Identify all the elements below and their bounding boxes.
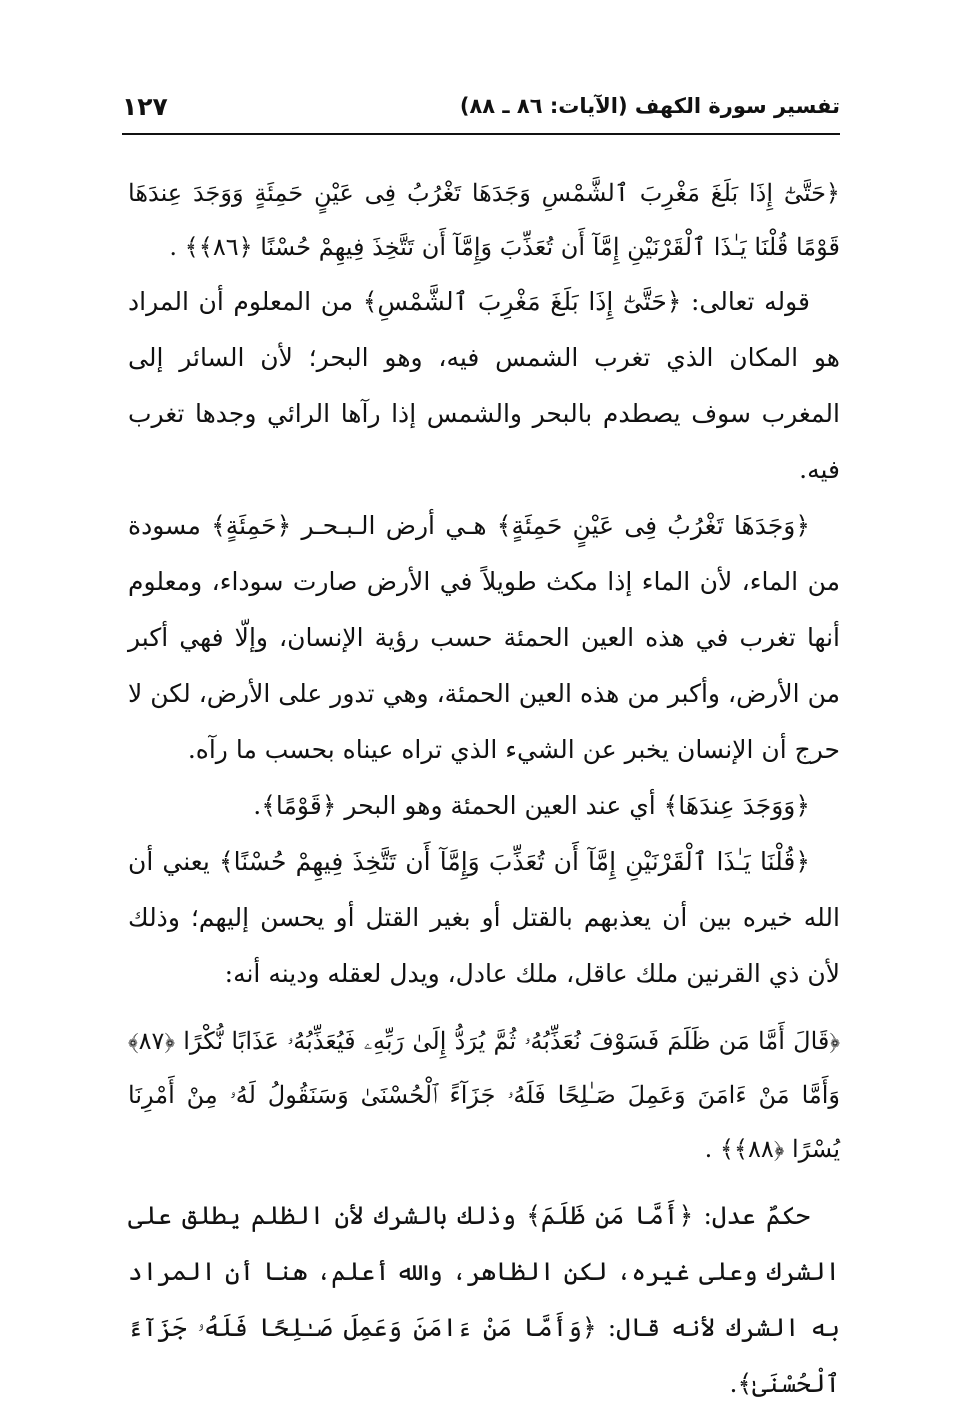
page-body bbox=[128, 166, 840, 1412]
paragraph-spacer bbox=[128, 1002, 840, 1014]
running-header bbox=[122, 92, 840, 132]
running-title: تفسير سورة الكهف (الآيات: ٨٦ ـ ٨٨) bbox=[459, 94, 840, 118]
commentary-paragraph: ﴿قُلْنَا يَـٰذَا ٱلْقَرْنَيْنِ إِمَّآ أَن تُعَذِّبَ وَإِمَّآ أَن تَتَّخِذَ فِيهِمْ حُسْنًا﴾ يعني أن الله خيره بين أن يعذبهم بالقتل أو بغير القتل أو يحسن إليهم؛ وذلك لأن ذي القرنين ملك عاقل، ملك عادل، ويدل لعقله ودينه أنه: bbox=[128, 847, 840, 988]
paragraph-spacer bbox=[128, 1176, 840, 1188]
quran-verse-block: ﴿قَالَ أَمَّا مَن ظَلَمَ فَسَوْفَ نُعَذِّبُهُۥ ثُمَّ يُرَدُّ إِلَىٰ رَبِّهِۦ فَيُعَذِّبُهُۥ عَذَابًا نُّكْرًا ﴿٨٧﴾ وَأَمَّا مَنْ ءَامَنَ وَعَمِلَ صَـٰلِحًا فَلَهُۥ جَزَآءً ٱلْحُسْنَىٰ وَسَنَقُولُ لَهُۥ مِنْ أَمْرِنَا يُسْرًا ﴿٨٨﴾﴾ . bbox=[128, 1027, 840, 1163]
commentary-paragraph: ﴿وَجَدَهَا تَغْرُبُ فِى عَيْنٍ حَمِئَةٍ﴾ هـي أرض الـبـحـر ﴿حَمِئَةٍ﴾ مسودة من الماء، لأن الماء إذا مكث طويلاً في الأرض صارت سوداء، ومعلوم أنها تغرب في هذه العين الحمئة حسب رؤية الإنسان، وإلّا فهي أكبر من الأرض، وأكبر من هذه العين الحمئة، وهي تدور على الأرض، لكن لا حرج أن الإنسان يخبر عن الشيء الذي تراه عيناه بحسب ما رآه. bbox=[128, 511, 840, 764]
page-number: ١٢٧ bbox=[122, 92, 168, 121]
header-divider bbox=[122, 133, 840, 135]
commentary-paragraph: حكمٌ عدل: ﴿أَمَّا مَن ظَلَمَ﴾ وذلك بالشرك لأن الظلم يطلق على الشرك وعلى غيره، لكن الظاهر، والله أعلم، هنا أن المراد به الشرك لأنه قال: ﴿وَأَمَّا مَنْ ءَامَنَ وَعَمِلَ صَـٰلِحًا فَلَهُۥ جَزَآءً ٱلْحُسْنَىٰ﴾. bbox=[128, 1201, 841, 1398]
commentary-paragraph: ﴿وَوَجَدَ عِندَهَا﴾ أي عند العين الحمئة وهو البحر ﴿قَوْمًا﴾. bbox=[253, 791, 810, 820]
quran-verse-block: ﴿حَتَّىٰٓ إِذَا بَلَغَ مَغْرِبَ ٱلشَّمْسِ وَجَدَهَا تَغْرُبُ فِى عَيْنٍ حَمِئَةٍ وَوَجَدَ عِندَهَا قَوْمًا قُلْنَا يَـٰذَا ٱلْقَرْنَيْنِ إِمَّآ أَن تُعَذِّبَ وَإِمَّآ أَن تَتَّخِذَ فِيهِمْ حُسْنًا ﴿٨٦﴾﴾ . bbox=[128, 179, 840, 261]
commentary-paragraph: قوله تعالى: ﴿حَتَّىٰٓ إِذَا بَلَغَ مَغْرِبَ ٱلشَّمْسِ﴾ من المعلوم أن المراد هو المكان الذي تغرب الشمس فيه، وهو البحر؛ لأن السائر إلى المغرب سوف يصطدم بالبحر والشمس إذا رآها الرائي وجدها تغرب فيه. bbox=[128, 287, 840, 484]
